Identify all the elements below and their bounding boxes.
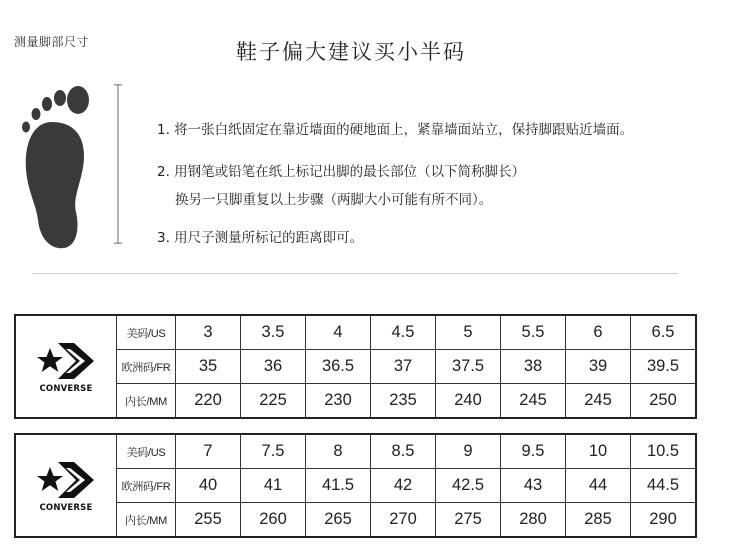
table-row-us [15,315,696,350]
table-row-fr [15,350,696,384]
size-cell: 39 [566,350,631,384]
size-cell: 240 [436,384,501,419]
size-cell: 6 [566,315,631,350]
instruction-step-2: 2. 用钢笔或铅笔在纸上标记出脚的最长部位（以下简称脚长） [157,164,526,180]
size-cell: 7.5 [241,434,306,469]
row-label-fr: 欧洲码/FR [117,469,176,503]
size-cell: 8 [306,434,371,469]
section-label: 测量脚部尺寸 [14,35,90,49]
row-label-us: 美码/US [117,434,176,469]
size-chart-table-1 [14,314,697,419]
size-cell: 255 [176,503,241,538]
table-row-mm [15,503,696,538]
size-cell: 5.5 [501,315,566,350]
size-cell: 9.5 [501,434,566,469]
instruction-step-1: 1. 将一张白纸固定在靠近墙面的硬地面上，紧靠墙面站立，保持脚跟贴近墙面。 [157,122,634,138]
measure-line [113,84,123,244]
size-cell: 44 [566,469,631,503]
size-cell: 3.5 [241,315,306,350]
brand-logo-cell [15,315,117,418]
size-cell: 260 [241,503,306,538]
size-cell: 250 [631,384,697,419]
converse-star-chevron-icon [36,459,96,501]
size-cell: 7 [176,434,241,469]
row-label-fr: 欧洲码/FR [117,350,176,384]
size-cell: 245 [501,384,566,419]
size-cell: 235 [371,384,436,419]
size-cell: 44.5 [631,469,697,503]
size-cell: 10.5 [631,434,697,469]
size-chart-table-2 [14,433,697,538]
size-cell: 4 [306,315,371,350]
size-cell: 37 [371,350,436,384]
brand-name: CONVERSE [39,502,93,513]
size-cell: 41.5 [306,469,371,503]
size-cell: 41 [241,469,306,503]
size-cell: 4.5 [371,315,436,350]
size-cell: 265 [306,503,371,538]
size-cell: 35 [176,350,241,384]
size-cell: 9 [436,434,501,469]
size-cell: 8.5 [371,434,436,469]
size-cell: 6.5 [631,315,697,350]
row-label-us: 美码/US [117,315,176,350]
size-cell: 3 [176,315,241,350]
table-row-fr [15,469,696,503]
size-cell: 42.5 [436,469,501,503]
size-cell: 38 [501,350,566,384]
size-cell: 10 [566,434,631,469]
size-cell: 36.5 [306,350,371,384]
size-cell: 290 [631,503,697,538]
row-label-mm: 内长/MM [117,384,176,419]
size-cell: 245 [566,384,631,419]
size-cell: 225 [241,384,306,419]
page-title: 鞋子偏大建议买小半码 [236,40,466,64]
size-cell: 280 [501,503,566,538]
size-cell: 37.5 [436,350,501,384]
instruction-step-3: 3. 用尺子测量所标记的距离即可。 [157,230,364,246]
table-row-us [15,434,696,469]
brand-logo-cell [15,434,117,537]
brand-name: CONVERSE [39,383,93,394]
size-cell: 220 [176,384,241,419]
size-cell: 270 [371,503,436,538]
size-cell: 230 [306,384,371,419]
section-divider [32,273,678,274]
size-cell: 5 [436,315,501,350]
size-cell: 36 [241,350,306,384]
foot-icon [14,80,104,252]
size-cell: 43 [501,469,566,503]
size-cell: 39.5 [631,350,697,384]
size-cell: 275 [436,503,501,538]
size-cell: 42 [371,469,436,503]
size-cell: 285 [566,503,631,538]
size-cell: 40 [176,469,241,503]
converse-star-chevron-icon [36,340,96,382]
table-row-mm [15,384,696,419]
instruction-step-2-continued: 换另一只脚重复以上步骤（两脚大小可能有所不同）。 [175,192,493,208]
row-label-mm: 内长/MM [117,503,176,538]
